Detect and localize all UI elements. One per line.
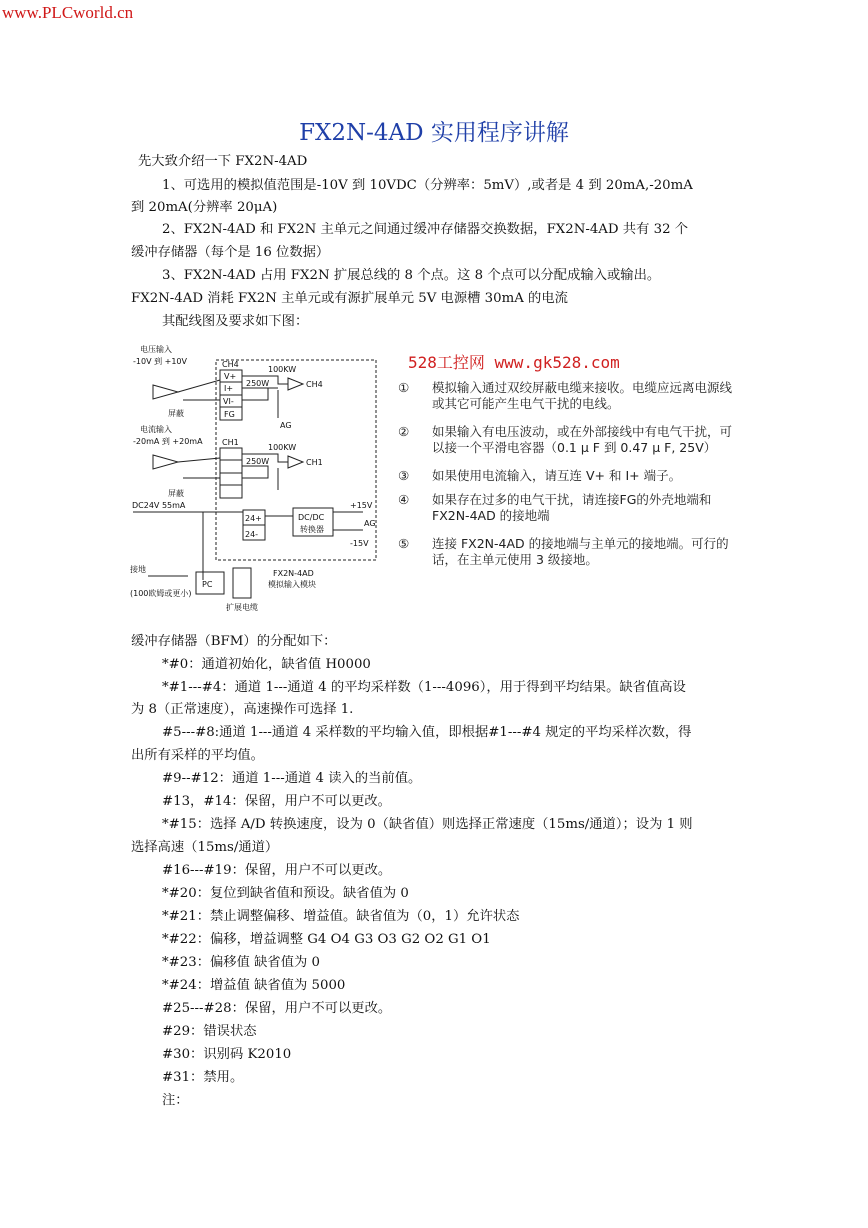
bfm-line: #25---#28：保留，用户不可以更改。 [162,1001,392,1016]
intro-line: 2、FX2N-4AD 和 FX2N 主单元之间通过缓冲存储器交换数据，FX2N-4AD 共有 32 个 [162,222,689,237]
intro-lead: 先大致介绍一下 FX2N-4AD [138,154,308,169]
bfm-line: #31：禁用。 [162,1070,244,1085]
bfm-line: #5---#8:通道 1---通道 4 采样数的平均输入值，即根据#1---#4 规定的平均采样次数，得 [162,725,692,740]
figure-note: ② 如果输入有电压波动，或在外部接线中有电气干扰，可 以接一个平滑电容器（0.1 μ F 到 0.47 μ F, 25V） [398,424,733,455]
ground-note-label: (100欧姆或更小) [130,589,192,598]
volt-in-label: 电压输入 [140,345,172,354]
bfm-line: 注： [162,1093,189,1108]
m15-label: -15V [350,539,369,548]
bfm-line: *#23：偏移值 缺省值为 0 [162,955,320,970]
ag-label: AG [280,421,292,430]
cable-label: 扩展电缆 [226,603,258,612]
bfm-line: #16---#19：保留，用户不可以更改。 [162,863,392,878]
volt-range-label: -10V 到 +10V [133,357,187,366]
fg-label: FG [224,410,235,419]
page-title: FX2N-4AD 实用程序讲解 [299,120,569,146]
bfm-line: #29：错误状态 [162,1024,257,1039]
cur-in-label: 电流输入 [140,425,172,434]
pc-label: PC [202,580,213,589]
resistor-label: 250W [246,457,270,466]
bfm-line: #9--#12：通道 1---通道 4 读入的当前值。 [162,771,422,786]
resistor-label: 100KW [268,443,297,452]
bfm-line: 为 8（正常速度），高速操作可选择 1. [131,702,354,717]
dcdc-label: 转换器 [300,525,324,534]
intro-line: 缓冲存储器（每个是 16 位数据） [131,245,330,260]
bfm-heading: 缓冲存储器（BFM）的分配如下： [131,634,337,649]
ch4-label: CH4 [222,360,239,369]
cur-range-label: -20mA 到 +20mA [133,437,203,446]
bfm-line: *#20：复位到缺省值和预设。缺省值为 0 [162,886,409,901]
shield-label: 屏蔽 [168,489,184,498]
site-header-link[interactable]: www.PLCworld.cn [2,3,134,22]
p24-label: 24+ [245,514,262,523]
intro-line: FX2N-4AD 消耗 FX2N 主单元或有源扩展单元 5V 电源槽 30mA 的电流 [131,291,568,306]
bfm-line: #30：识别码 K2010 [162,1047,292,1062]
dcdc-label: DC/DC [298,513,325,522]
ground-label: 接地 [130,565,146,574]
figure-note: ④ 如果存在过多的电气干扰，请连接FG的外壳地端和 FX2N-4AD 的接地端 [398,492,712,523]
bfm-line: *#22：偏移，增益调整 G4 O4 G3 O3 G2 O2 G1 O1 [162,932,491,947]
bfm-line: *#24：增益值 缺省值为 5000 [162,978,346,993]
vi-label: VI- [223,397,234,406]
bfm-line: #13，#14：保留，用户不可以更改。 [162,794,391,809]
intro-line: 到 20mA(分辨率 20μA) [131,200,278,215]
bfm-line: *#0：通道初始化，缺省值 H0000 [162,657,371,672]
vplus-label: V+ [224,372,237,381]
bfm-line: 选择高速（15ms/通道） [131,840,279,855]
intro-line: 3、FX2N-4AD 占用 FX2N 扩展总线的 8 个点。这 8 个点可以分配成输入或输出。 [162,268,661,283]
bfm-line: 出所有采样的平均值。 [131,748,264,763]
wiring-diagram-figure [128,340,788,615]
ag-label: AG [364,519,376,528]
iplus-label: I+ [224,384,234,393]
bfm-line: *#21：禁止调整偏移、增益值。缺省值为（0，1）允许状态 [162,909,520,924]
ch4-out-label: CH4 [306,380,323,389]
wiring-diagram [128,340,398,615]
m24-label: 24- [245,530,259,539]
module-label: 模拟输入模块 [268,580,316,589]
dc24-label: DC24V 55mA [132,501,186,510]
intro-line: 其配线图及要求如下图： [162,314,309,329]
ch1-label: CH1 [222,438,239,447]
bfm-line: *#1---#4：通道 1---通道 4 的平均采样数（1---4096），用于得到平均结果。缺省值高设 [162,680,686,695]
ch1-out-label: CH1 [306,458,323,467]
figure-note: ⑤ 连接 FX2N-4AD 的接地端与主单元的接地端。可行的 话，在主单元使用 3 级接地。 [398,536,729,567]
figure-note: ① 模拟输入通过双绞屏蔽电缆来接收。电缆应远离电源线 或其它可能产生电气干扰的电线。 [398,380,733,411]
intro-line: 1、可选用的模拟值范围是-10V 到 10VDC（分辨率：5mV）,或者是 4 到 20mA,-20mA [162,178,693,193]
bfm-line: *#15：选择 A/D 转换速度，设为 0（缺省值）则选择正常速度（15ms/通道）；设为 1 则 [162,817,693,832]
resistor-label: 250W [246,379,270,388]
resistor-label: 100KW [268,365,297,374]
figure-note: ③ 如果使用电流输入，请互连 V+ 和 I+ 端子。 [398,468,682,483]
module-label: FX2N-4AD [273,569,314,578]
figure-watermark: 528工控网 www.gk528.com [408,353,620,372]
shield-label: 屏蔽 [168,409,184,418]
p15-label: +15V [350,501,373,510]
